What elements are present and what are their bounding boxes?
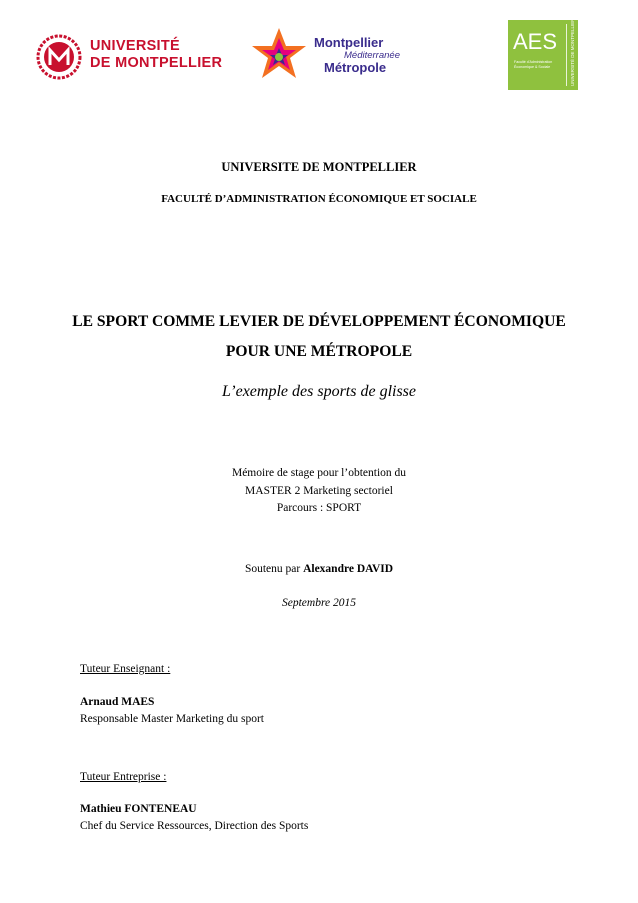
aes-logo-vertical-text: UNIVERSITÉ DE MONTPELLIER <box>570 18 575 86</box>
academic-tutor-label: Tuteur Enseignant : <box>80 663 171 675</box>
university-logo-line2: DE MONTPELLIER <box>90 55 223 71</box>
university-logo-line1: UNIVERSITÉ <box>90 38 181 54</box>
aes-logo <box>508 20 578 90</box>
memoire-line1: Mémoire de stage pour l’obtention du <box>231 467 407 479</box>
faculty-name: FACULTÉ D’ADMINISTRATION ÉCONOMIQUE ET SOCIALE <box>161 193 477 205</box>
company-tutor-name: Mathieu FONTENEAU <box>80 803 197 815</box>
universite-montpellier-logo <box>36 32 223 82</box>
thesis-subtitle: L’exemple des sports de glisse <box>221 383 417 400</box>
defense-date: Septembre 2015 <box>282 597 356 609</box>
montpellier-metropole-logo <box>248 22 438 88</box>
metropole-logo-line1: Montpellier <box>314 35 384 50</box>
aes-logo-subtitle: Faculté d'Administration Économique & Sociale <box>514 60 553 69</box>
metropole-logo-line2: Méditerranée <box>344 50 400 61</box>
metropole-logo-line3: Métropole <box>324 60 387 75</box>
memoire-line3: Parcours : SPORT <box>276 502 362 514</box>
aes-logo-title: AES <box>513 29 558 54</box>
universite-montpellier-emblem-icon <box>36 34 82 80</box>
aes-logo-divider <box>566 24 567 86</box>
academic-tutor-role: Responsable Master Marketing du sport <box>80 713 264 725</box>
company-tutor-label: Tuteur Entreprise : <box>80 771 167 783</box>
university-name: UNIVERSITE DE MONTPELLIER <box>221 160 417 174</box>
author-name: Alexandre DAVID <box>303 563 394 575</box>
defended-by-prefix: Soutenu par <box>244 563 304 575</box>
defended-by <box>0 563 638 575</box>
memoire-line2: MASTER 2 Marketing sectoriel <box>245 485 393 497</box>
thesis-title-line2: POUR UNE MÉTROPOLE <box>225 343 413 360</box>
star-icon <box>248 24 310 86</box>
academic-tutor-name: Arnaud MAES <box>80 696 155 708</box>
thesis-title-line1: LE SPORT COMME LEVIER DE DÉVELOPPEMENT ÉCONOMIQUE <box>72 313 566 330</box>
company-tutor-role: Chef du Service Ressources, Direction des Sports <box>80 820 309 832</box>
